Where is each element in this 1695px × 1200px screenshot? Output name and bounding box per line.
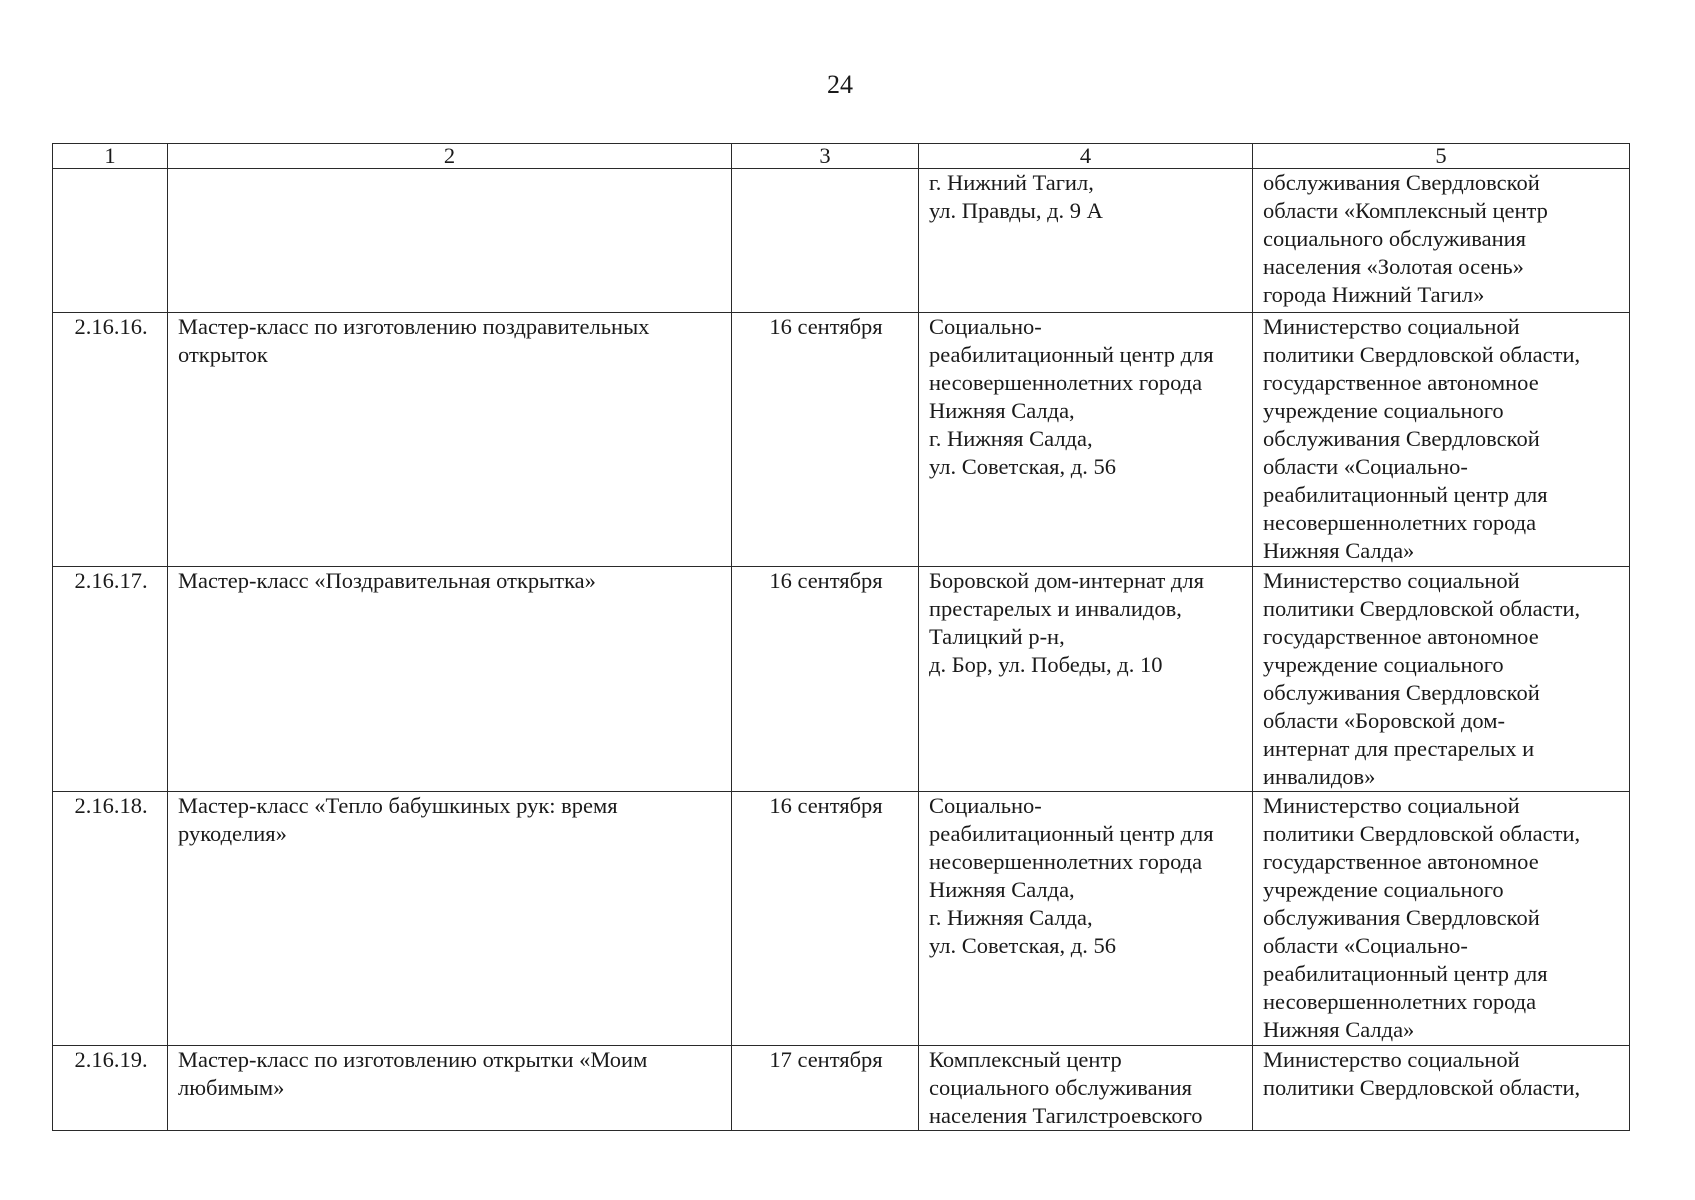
cell-text-line: реабилитационный центр для [1263,961,1548,986]
cell-text-line: области «Социально- [1263,933,1468,958]
cell-text-line: учреждение социального [1263,877,1504,902]
cell-text-line: Комплексный центр [929,1047,1122,1072]
cell-text-line: несовершеннолетних города [929,849,1203,874]
cell-text-line: реабилитационный центр для [1263,482,1548,507]
cell-text-line: любимым» [178,1075,285,1100]
cell-text-line: ул. Правды, д. 9 А [929,198,1103,223]
cell-text-line: государственное автономное [1263,849,1539,874]
event-date-cell: 16 сентября [732,313,919,567]
event-date-cell: 17 сентября [732,1046,919,1131]
cell-text-line: Мастер-класс по изготовлению открытки «Моим [178,1047,648,1072]
cell-text-line: Министерство социальной [1263,1047,1520,1072]
event-name-cell [168,567,732,792]
cell-text-line: социального обслуживания [929,1075,1193,1100]
cell-text-line: политики Свердловской области, [1263,821,1581,846]
cell-text-line: ул. Советская, д. 56 [929,933,1116,958]
item-number-cell: 2.16.19. [53,1046,168,1131]
column-header-2: 2 [168,144,732,169]
cell-text-line: г. Нижний Тагил, [929,170,1094,195]
table-row [53,792,1630,1046]
cell-text-line: несовершеннолетних города [1263,510,1537,535]
event-name-cell [168,792,732,1046]
cell-text-line: Социально- [929,314,1042,339]
events-table [52,143,1630,1131]
cell-text-line: государственное автономное [1263,370,1539,395]
cell-text-line: населения «Золотая осень» [1263,254,1524,279]
table-row [53,567,1630,792]
event-name-cell [168,313,732,567]
organizer-cell [1253,1046,1630,1131]
organizer-cell [1253,792,1630,1046]
cell-text-line: г. Нижняя Салда, [929,905,1093,930]
cell-text-line: Нижняя Салда, [929,877,1075,902]
cell-text-line: Нижняя Салда, [929,398,1075,423]
table-body [53,169,1630,1131]
table-row [53,1046,1630,1131]
cell-text-line: ул. Советская, д. 56 [929,454,1116,479]
cell-text-line: учреждение социального [1263,652,1504,677]
cell-text-line: реабилитационный центр для [929,342,1214,367]
cell-text-line: учреждение социального [1263,398,1504,423]
cell-text-line: открыток [178,342,268,367]
column-header-5: 5 [1253,144,1630,169]
table-row [53,169,1630,313]
cell-text-line: области «Комплексный центр [1263,198,1548,223]
item-number-cell: 2.16.17. [53,567,168,792]
cell-text-line: Нижняя Салда» [1263,1017,1415,1042]
cell-text-line: Талицкий р-н, [929,624,1065,649]
event-name-cell [168,1046,732,1131]
event-place-cell [919,169,1253,313]
cell-text-line: политики Свердловской области, [1263,342,1581,367]
event-date-cell: 16 сентября [732,567,919,792]
item-number-cell: 2.16.16. [53,313,168,567]
cell-text-line: Социально- [929,793,1042,818]
cell-text-line: города Нижний Тагил» [1263,282,1485,307]
event-place-cell [919,1046,1253,1131]
cell-text-line: рукоделия» [178,821,287,846]
cell-text-line: Мастер-класс по изготовлению поздравительных [178,314,650,339]
cell-text-line: д. Бор, ул. Победы, д. 10 [929,652,1163,677]
event-name-cell [168,169,732,313]
cell-text-line: Министерство социальной [1263,568,1520,593]
cell-text-line: социального обслуживания [1263,226,1527,251]
cell-text-line: обслуживания Свердловской [1263,680,1540,705]
event-place-cell [919,313,1253,567]
event-place-cell [919,792,1253,1046]
cell-text-line: несовершеннолетних города [1263,989,1537,1014]
page-number: 24 [827,70,853,99]
cell-text-line: обслуживания Свердловской [1263,170,1540,195]
cell-text-line: обслуживания Свердловской [1263,905,1540,930]
cell-text-line: политики Свердловской области, [1263,1075,1581,1100]
cell-text-line: Нижняя Салда» [1263,538,1415,563]
cell-text-line: обслуживания Свердловской [1263,426,1540,451]
event-place-cell [919,567,1253,792]
event-date-cell: 16 сентября [732,792,919,1046]
cell-text-line: г. Нижняя Салда, [929,426,1093,451]
cell-text-line: Боровской дом-интернат для [929,568,1204,593]
cell-text-line: политики Свердловской области, [1263,596,1581,621]
cell-text-line: Министерство социальной [1263,314,1520,339]
cell-text-line: инвалидов» [1263,764,1376,789]
cell-text-line: реабилитационный центр для [929,821,1214,846]
header-row [53,144,1630,169]
cell-text-line: престарелых и инвалидов, [929,596,1182,621]
cell-text-line: Мастер-класс «Тепло бабушкиных рук: время [178,793,618,818]
cell-text-line: Мастер-класс «Поздравительная открытка» [178,568,596,593]
item-number-cell [53,169,168,313]
event-date-cell [732,169,919,313]
column-header-3: 3 [732,144,919,169]
organizer-cell [1253,567,1630,792]
column-header-4: 4 [919,144,1253,169]
cell-text-line: области «Боровской дом- [1263,708,1505,733]
cell-text-line: Министерство социальной [1263,793,1520,818]
organizer-cell [1253,169,1630,313]
item-number-cell: 2.16.18. [53,792,168,1046]
cell-text-line: несовершеннолетних города [929,370,1203,395]
cell-text-line: области «Социально- [1263,454,1468,479]
cell-text-line: интернат для престарелых и [1263,736,1535,761]
cell-text-line: населения Тагилстроевского [929,1103,1203,1128]
organizer-cell [1253,313,1630,567]
table-row [53,313,1630,567]
cell-text-line: государственное автономное [1263,624,1539,649]
column-header-1: 1 [53,144,168,169]
